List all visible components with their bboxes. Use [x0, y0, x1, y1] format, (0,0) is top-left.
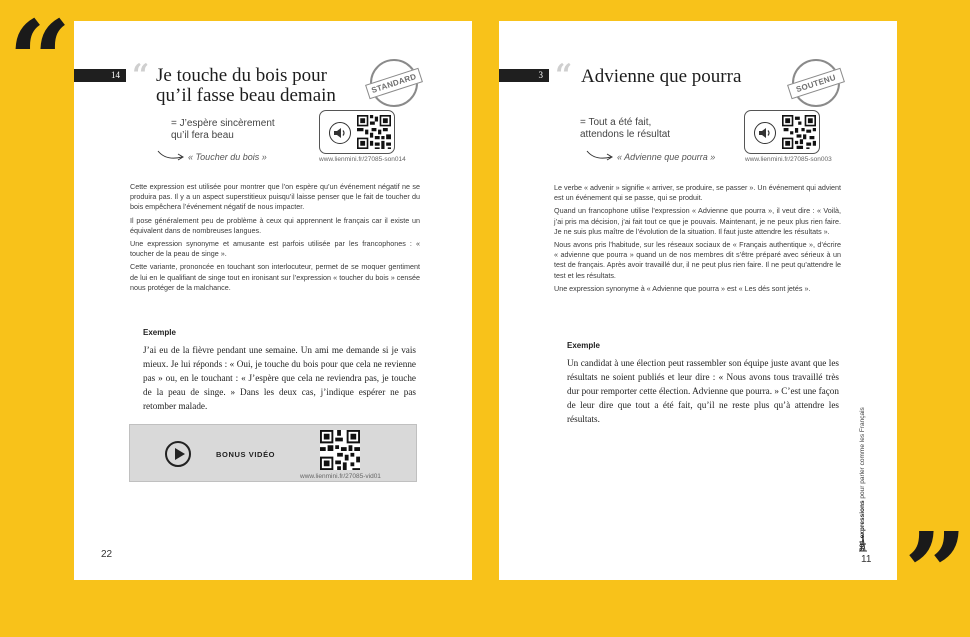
register-label: SOUTENU — [787, 68, 845, 100]
paragraph: Cette variante, prononcée en touchant son interlocuteur, permet de se moquer gentiment de lui en le qualifiant de singe tout en ironisant sur l’expression « toucher du bois » censée nous protéger de la malchance. — [130, 262, 420, 292]
expression-title: Advienne que pourra — [581, 66, 742, 87]
audio-qr-code[interactable] — [782, 115, 816, 149]
audio-qr-code[interactable] — [357, 115, 391, 149]
page-number: 22 — [101, 549, 113, 560]
expression-number: 14 — [74, 69, 126, 82]
register-stamp — [370, 59, 418, 107]
example-text: J’ai eu de la fièvre pendant une semaine. Un ami me demande si je vais mieux. Je lui réponds : « Oui, je touche du bois pour que cela ne revienne pas » ou, en le touchant : « J’espère que cela ne reviendra pas, je touche de la peau de singe. » Dans les deux cas, j’indique espérer ne pas retomber malade. — [143, 345, 416, 411]
paragraph: Il pose généralement peu de problème à ceux qui apprennent le français car il existe un équivalent dans de nombreuses langues. — [130, 215, 420, 235]
paragraph: Quand un francophone utilise l’expression « Advienne que pourra », il veut dire : « Voilà, j’ai pris ma décision, j’ai fait tout ce que je pouvais. Maintenant, je ne peux plus rien faire. Je ne suis plus maître de l’évolution de la situation. Il faut juste attendre les résultats ». — [554, 206, 841, 236]
book-title-rest: pour parler comme les Français — [859, 407, 866, 501]
meaning-line-1: = Tout a été fait, — [580, 117, 652, 128]
meaning-line-2: qu’il fera beau — [171, 130, 234, 141]
bonus-video-banner[interactable] — [129, 424, 417, 482]
paragraph: Cette expression est utilisée pour montrer que l’on espère qu’un événement négatif ne se produira pas. Il y a un aspect superstitieux puisqu’il laisse penser que le fait de toucher du bois empêchera l’événement négatif de nous impacter. — [130, 182, 420, 212]
open-quote-decoration: “ — [8, 0, 72, 125]
example-heading: Exemple — [567, 341, 600, 350]
literal-label: « Toucher du bois » — [188, 152, 267, 162]
register-label: STANDARD — [365, 68, 423, 100]
book-title-bold: 301 expressions — [859, 500, 866, 551]
explanation-text — [130, 182, 420, 296]
audio-box[interactable] — [744, 110, 820, 154]
close-quote-decoration: ” — [904, 508, 968, 637]
paragraph: Le verbe « advenir » signifie « arriver, se produire, se passer ». Un événement qui advient est un événement qui se passe, qui se produit. — [554, 183, 841, 203]
play-icon[interactable] — [165, 441, 191, 467]
example-heading: Exemple — [143, 328, 176, 337]
right-page — [499, 21, 897, 580]
curved-arrow-icon — [156, 149, 186, 163]
speaker-icon[interactable] — [754, 122, 776, 144]
expression-title — [156, 66, 336, 106]
video-link[interactable]: www.lienmini.fr/27085-vid01 — [300, 473, 381, 480]
curved-arrow-icon — [585, 149, 615, 163]
book-title-vertical — [859, 407, 866, 551]
literal-label: « Advienne que pourra » — [617, 152, 716, 162]
title-line-2: qu’il fasse beau demain — [156, 85, 336, 106]
meaning-line-2: attendons le résultat — [580, 129, 671, 140]
speaker-icon[interactable] — [329, 122, 351, 144]
page-number: 11 — [861, 554, 872, 565]
audio-link[interactable]: www.lienmini.fr/27085-son014 — [319, 156, 406, 163]
expression-number: 3 — [499, 69, 549, 82]
audio-link[interactable]: www.lienmini.fr/27085-son003 — [745, 156, 832, 163]
example-text: Un candidat à une élection peut rassembler son équipe juste avant que les résultats ne soient publiés et leur dire : « Nous avons tous travaillé très dur pour remporter cette élection. Advienne que pourra. » C’est une façon de leur dire que tout a été fait, qu’il ne reste plus qu’à attendre les résultats. — [567, 358, 839, 424]
left-page — [74, 21, 472, 580]
literal-translation — [585, 149, 725, 165]
meaning-text — [580, 117, 670, 141]
bonus-video-label: BONUS VIDÉO — [216, 450, 276, 459]
register-stamp — [792, 59, 840, 107]
title-line-1: Je touche du bois pour — [156, 65, 327, 86]
meaning-line-1: = J’espère sincèrement — [171, 118, 275, 129]
audio-box[interactable] — [319, 110, 395, 154]
title-quote-icon: “ — [132, 58, 150, 93]
paragraph: Nous avons pris l’habitude, sur les réseaux sociaux de « Français authentique », d’écrire « advienne que pourra » quand un de nos membres dit s’être préparé avec sérieux à un test de français. Après avoir travaillé dur, il ne peut plus rien faire. Il ne peut qu’attendre le test et les résultats. — [554, 240, 841, 280]
eiffel-tower-icon — [856, 534, 870, 552]
paragraph: Une expression synonyme et amusante est parfois utilisée par les francophones : « toucher de la peau de singe ». — [130, 239, 420, 259]
meaning-text — [171, 118, 275, 142]
video-qr-code[interactable] — [320, 430, 360, 470]
literal-translation — [156, 149, 286, 165]
title-quote-icon: “ — [555, 58, 573, 93]
paragraph: Une expression synonyme à « Advienne que pourra » est « Les dés sont jetés ». — [554, 283, 811, 293]
explanation-text — [554, 183, 841, 297]
